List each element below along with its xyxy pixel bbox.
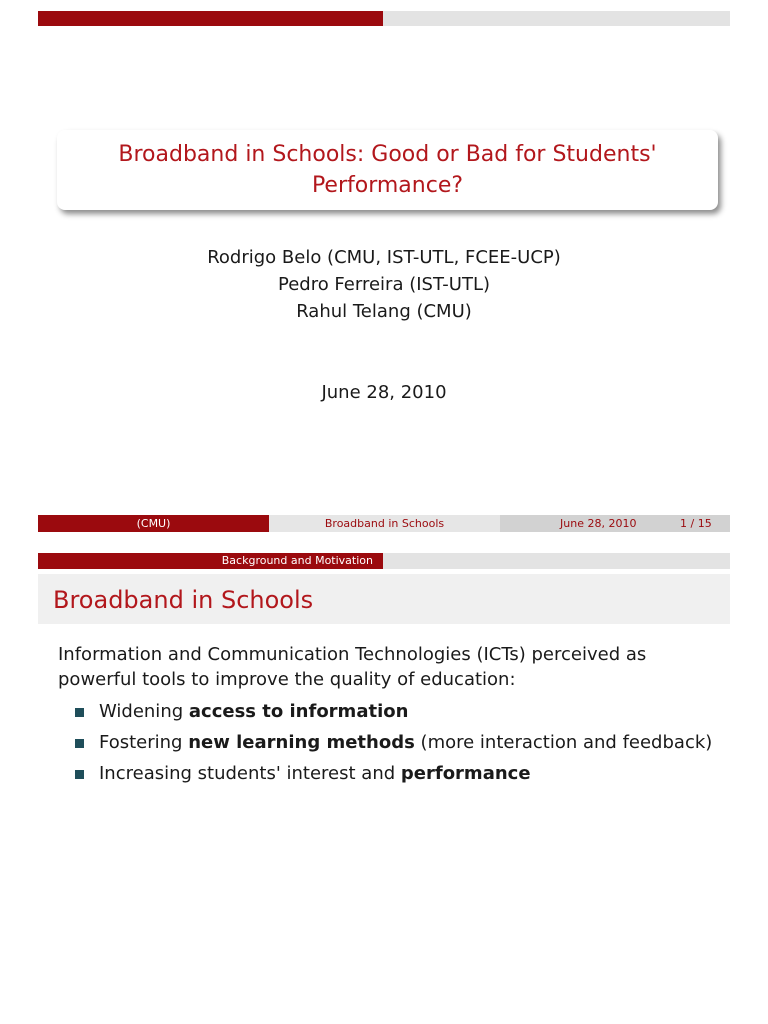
bullet-item: [75, 762, 531, 786]
frame-title: Broadband in Schools: [53, 586, 314, 614]
author-line: Rahul Telang (CMU): [296, 301, 472, 322]
square-bullet-icon: [75, 708, 84, 717]
bullet-text: Widening access to information: [99, 701, 409, 722]
section-bar-remaining: [383, 553, 730, 569]
intro-paragraph: Information and Communication Technologies (ICTs) perceived as powerful tools to improve the quality of education:: [58, 644, 647, 690]
bullet-text: Fostering new learning methods (more interaction and feedback): [99, 732, 713, 753]
bullet-item: [75, 731, 712, 755]
author-line: Rodrigo Belo (CMU, IST-UTL, FCEE-UCP): [207, 247, 561, 268]
presentation-date: June 28, 2010: [321, 382, 447, 403]
footer-institution: (CMU): [136, 517, 171, 530]
footer-page-number: 1 / 15: [680, 517, 712, 530]
author-line: Pedro Ferreira (IST-UTL): [277, 274, 491, 295]
title-box: [57, 130, 718, 210]
slide-title: Broadband in Schools: Good or Bad for Students' Performance?: [118, 142, 657, 198]
authors-block: [0, 244, 768, 325]
progress-bar-filled: [38, 11, 383, 26]
bullet-item: [75, 700, 408, 724]
progress-bar-remaining: [383, 11, 730, 26]
square-bullet-icon: [75, 739, 84, 748]
bullet-text: Increasing students' interest and performance: [99, 763, 531, 784]
section-label: Background and Motivation: [221, 554, 373, 567]
square-bullet-icon: [75, 770, 84, 779]
footer-date: June 28, 2010: [560, 517, 637, 530]
footer-short-title: Broadband in Schools: [324, 517, 445, 530]
